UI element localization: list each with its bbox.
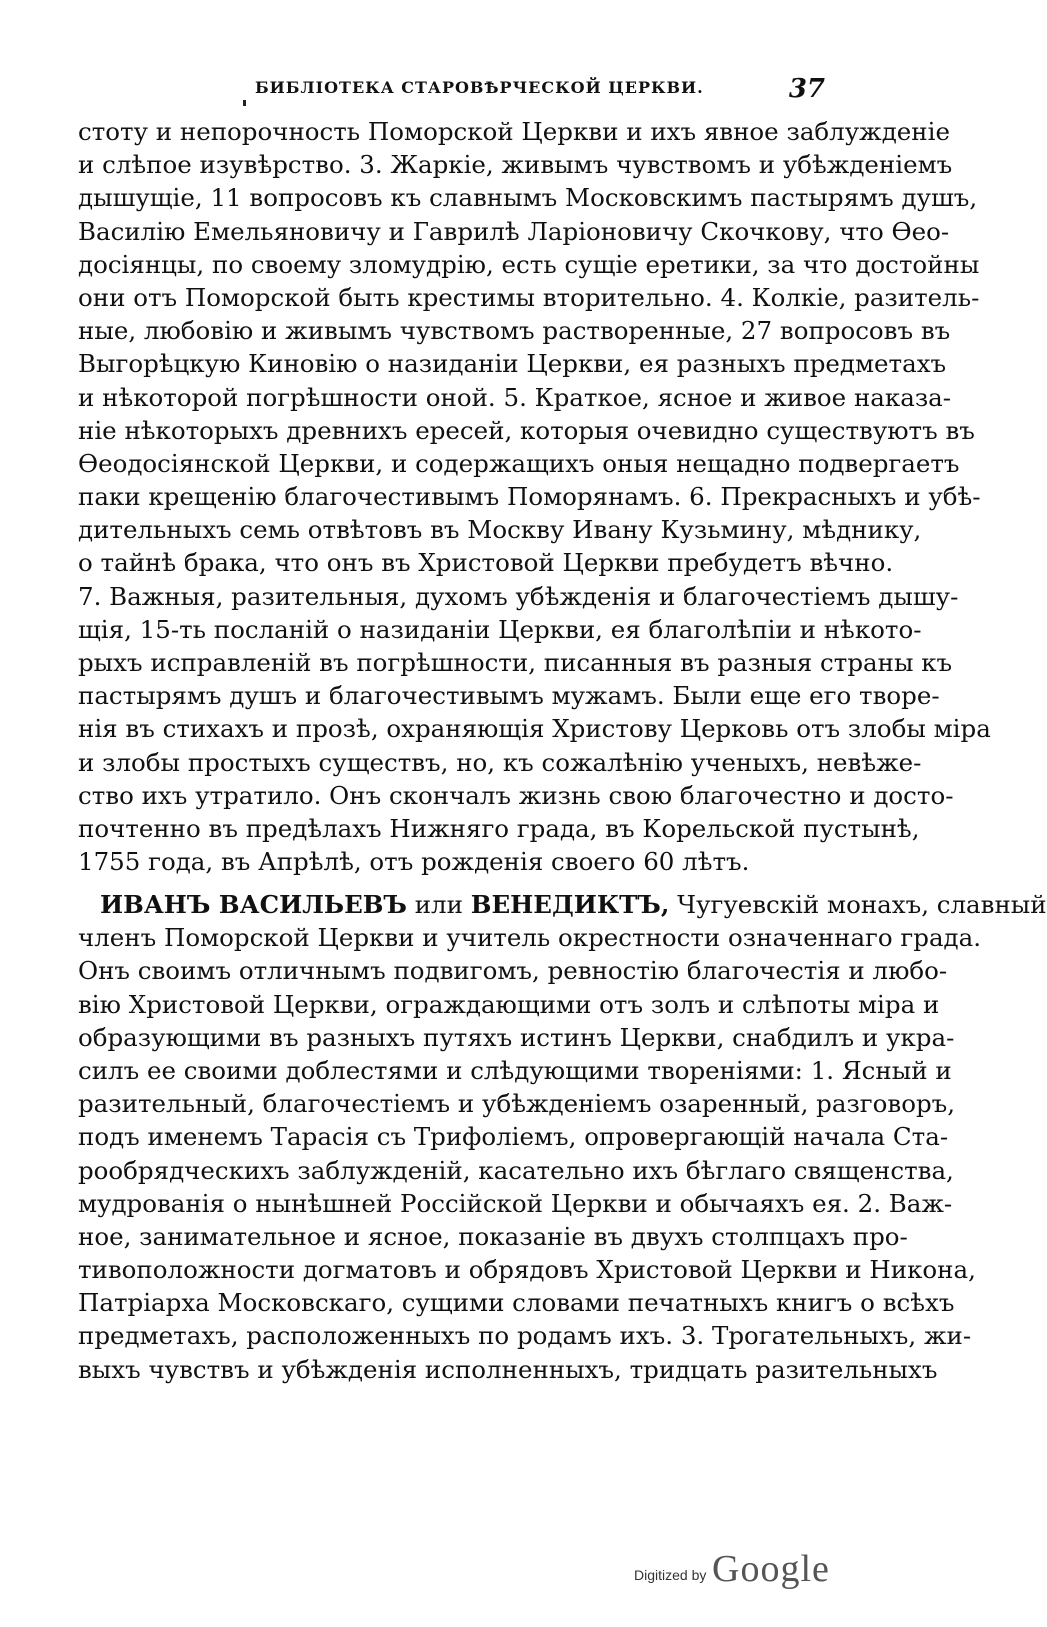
text-line: досіянцы, по своему зломудрію, есть сущіе еретики, за что достойны [78,249,980,279]
text-line: ство ихъ утратило. Онъ скончалъ жизнь свою благочестно и досто- [78,780,954,810]
text-line: рыхъ исправленій въ погрѣшности, писанныя въ разныя страны къ [78,648,953,677]
text-line: тивоположности догматовъ и обрядовъ Христовой Церкви и Никона, [78,1255,976,1285]
text-line: вію Христовой Церкви, ограждающими отъ золъ и слѣпоты міра и [78,989,940,1019]
text-line: и нѣкоторой погрѣшности оной. 5. Краткое, ясное и живое наказа- [78,382,952,412]
text-line: о тайнѣ брака, что онъ въ Христовой Церкви пребудетъ вѣчно. [78,548,894,578]
name-connector: или [406,890,471,919]
first-line-rest: Чугуевскій монахъ, славный [669,890,1047,919]
paragraph-2-first-line [78,888,1047,921]
text-line: 1755 года, въ Апрѣлѣ, отъ рожденія своего 60 лѣтъ. [78,847,750,877]
text-line: Василію Емельяновичу и Гаврилѣ Ларіоновичу Скочкову, что Ѳео- [78,216,950,246]
text-line: мудрованія о нынѣшней Россійской Церкви и обычаяхъ ея. 2. Важ- [78,1188,953,1218]
text-line: они отъ Поморской быть крестимы вторительно. 4. Колкіе, разитель- [78,282,980,312]
text-line: разительный, благочестіемъ и убѣжденіемъ озаренный, разговоръ, [78,1089,955,1119]
text-line: паки крещенію благочестивымъ Поморянамъ. 6. Прекрасныхъ и убѣ- [78,482,981,512]
text-line: ные, любовію и живымъ чувствомъ растворенные, 27 вопросовъ въ [78,316,951,346]
text-line: стоту и непорочность Поморской Церкви и ихъ явное заблужденіе [78,117,950,146]
paragraph-2-lines [78,921,982,1386]
text-line: дительныхъ семь отвѣтовъ въ Москву Ивану Кузьмину, мѣднику, [78,515,922,545]
text-line: предметахъ, расположенныхъ по родамъ ихъ. 3. Трогательныхъ, жи- [78,1321,972,1351]
running-title: БИБЛІОТЕКА СТАРОВѢРЧЕСКОЙ ЦЕРКВИ. [255,78,704,97]
text-line: выхъ чувствъ и убѣжденія исполненныхъ, тридцать разительныхъ [78,1354,938,1384]
text-line: членъ Поморской Церкви и учитель окрестности означеннаго града. [78,923,982,953]
text-line: Онъ своимъ отличнымъ подвигомъ, ревностію благочестія и любо- [78,956,948,986]
digitized-by-google [634,1543,844,1593]
ink-mark [243,100,246,106]
paragraph-2 [78,888,1047,1386]
text-line: 7. Важныя, разительныя, духомъ убѣжденія и благочестіемъ дышу- [78,581,959,611]
text-line: почтенно въ предѣлахъ Нижняго града, въ Корельской пустынѣ, [78,813,920,843]
running-header [255,74,825,108]
text-line: рообрядческихъ заблужденій, касательно ихъ бѣглаго священства, [78,1155,954,1185]
text-line: Ѳеодосіянской Церкви, и содержащихъ оныя нещадно подвергаетъ [78,448,960,478]
text-line: Патріарха Московскаго, сущими словами печатныхъ книгъ о всѣхъ [78,1288,955,1318]
author-alt-name: ВЕНЕДИКТЪ, [470,890,670,919]
author-name: ИВАНЪ ВАСИЛЬЕВЪ [100,890,407,919]
text-line: Выгорѣцкую Киновію о назиданіи Церкви, ея разныхъ предметахъ [78,349,947,379]
text-line: образующими въ разныхъ путяхъ истинъ Церкви, снабдилъ и укра- [78,1022,955,1052]
text-line: и слѣпое изувѣрство. 3. Жаркіе, живымъ чувствомъ и убѣжденіемъ [78,150,953,180]
digitized-by-label: Digitized by [634,1567,707,1583]
text-line: и злобы простыхъ существъ, но, къ сожалѣнію ученыхъ, невѣже- [78,747,922,777]
text-line: подъ именемъ Тарасія съ Трифоліемъ, опровергающій начала Ста- [78,1122,949,1152]
text-line: нія въ стихахъ и прозѣ, охраняющія Христову Церковь отъ злобы міра [78,714,991,744]
google-logo: Google [712,1548,830,1590]
text-line: ное, занимательное и ясное, показаніе въ двухъ столпцахъ про- [78,1221,908,1251]
text-line: дышущіе, 11 вопросовъ къ славнымъ Московскимъ пастырямъ душъ, [78,183,978,213]
text-line: силъ ее своими доблестями и слѣдующими твореніями: 1. Ясный и [78,1055,952,1085]
paragraph-1 [78,115,991,878]
text-line: щія, 15-ть посланій о назиданіи Церкви, ея благолѣпіи и нѣкото- [78,614,922,644]
page-number: 37 [788,74,825,104]
text-line: ніе нѣкоторыхъ древнихъ ересей, которыя очевидно существуютъ въ [78,415,975,445]
text-line: пастырямъ душъ и благочестивымъ мужамъ. Были еще его творе- [78,681,940,711]
